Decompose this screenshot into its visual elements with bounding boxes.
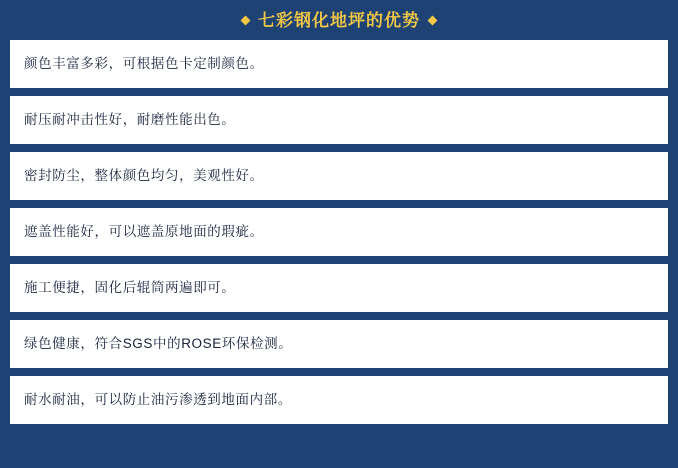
list-item-text: 绿色健康，符合SGS中的ROSE环保检测。 — [24, 335, 293, 351]
list-item-text: 耐压耐冲击性好，耐磨性能出色。 — [24, 111, 236, 127]
list-item-text: 遮盖性能好，可以遮盖原地面的瑕疵。 — [24, 223, 264, 239]
list-item-text: 耐水耐油，可以防止油污渗透到地面内部。 — [24, 391, 292, 407]
list-item-text: 颜色丰富多彩，可根据色卡定制颜色。 — [24, 55, 264, 71]
list-item — [10, 96, 668, 144]
diamond-left-icon — [241, 15, 251, 25]
list-item — [10, 320, 668, 368]
page-title-text: 七彩钢化地坪的优势 — [258, 10, 420, 30]
list-item — [10, 264, 668, 312]
list-item — [10, 376, 668, 424]
list-item — [10, 152, 668, 200]
list-item-text: 施工便捷，固化后辊筒两遍即可。 — [24, 279, 236, 295]
advantages-list — [10, 40, 668, 430]
diamond-right-icon — [428, 15, 438, 25]
list-item-text: 密封防尘，整体颜色均匀，美观性好。 — [24, 167, 264, 183]
list-item — [10, 208, 668, 256]
page-title — [10, 0, 668, 40]
list-item — [10, 40, 668, 88]
